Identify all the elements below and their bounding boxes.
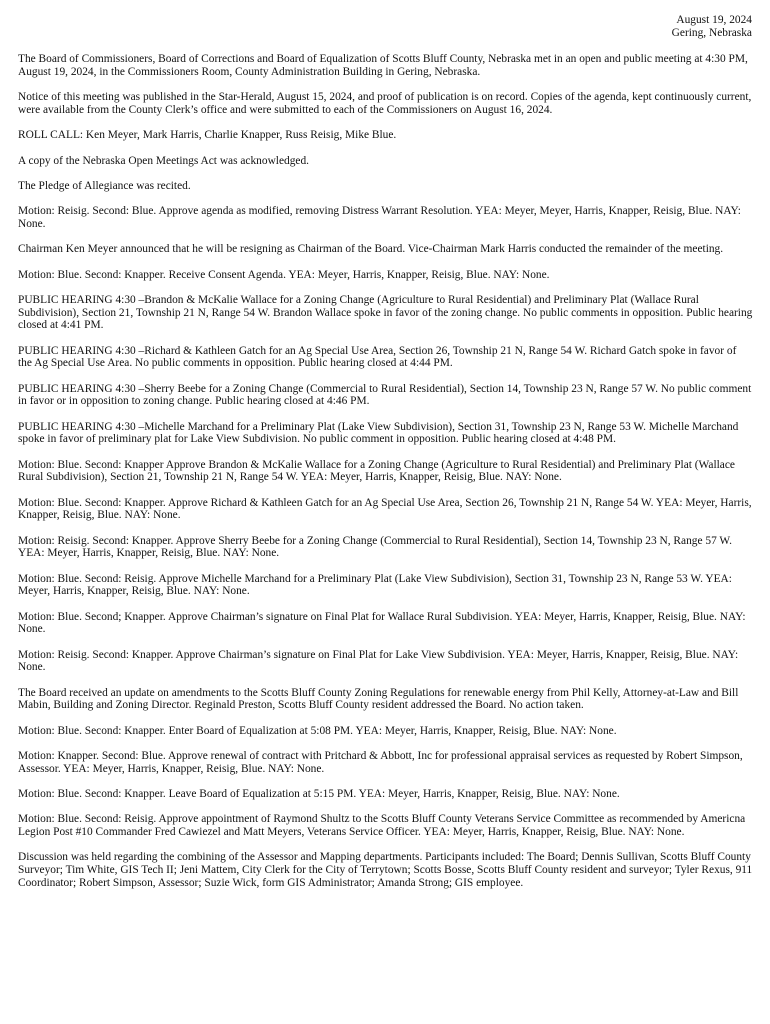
motion-appraisal-contract: Motion: Knapper. Second: Blue. Approve renewal of contract with Pritchard & Abbott, Inc for professional appraisal services as requested by Robert Simpson, Assessor. YEA: Meyer, Harris, Knapper, Reisig, Blue. NAY: None. <box>18 749 743 775</box>
meeting-date: August 19, 2024 <box>676 14 752 26</box>
open-meetings-act: A copy of the Nebraska Open Meetings Act was acknowledged. <box>18 154 310 167</box>
motion-marchand: Motion: Blue. Second: Reisig. Approve Michelle Marchand for a Preliminary Plat (Lake View Subdivision), Section 31, Township 23 N, Range 53 W. YEA: Meyer, Harris, Knapper, Reisig, Blue. NAY: None. <box>18 572 732 598</box>
meeting-location: Gering, Nebraska <box>671 26 752 39</box>
motion-agenda: Motion: Reisig. Second: Blue. Approve agenda as modified, removing Distress Warrant Resolution. YEA: Meyer, Meyer, Harris, Knapper, Reisig, Blue. NAY: None. <box>18 205 741 230</box>
chairman-announcement: Chairman Ken Meyer announced that he will be resigning as Chairman of the Board. Vice-Chairman Mark Harris conducted the remainder of the meeting. <box>18 243 724 256</box>
public-hearing-gatch: PUBLIC HEARING 4:30 –Richard & Kathleen Gatch for an Ag Special Use Area, Section 26, Township 21 N, Range 54 W. Richard Gatch spoke in favor of the Ag Special Use Area. No public comments in opposition. Public hearing closed at 4:44 PM. <box>18 344 737 370</box>
pledge: The Pledge of Allegiance was recited. <box>18 180 191 192</box>
motion-gatch: Motion: Blue. Second: Knapper. Approve Richard & Kathleen Gatch for an Ag Special Use Area, Section 26, Township 21 N, Range 54 W. YEA: Meyer, Harris, Knapper, Reisig, Blue. NAY: None. <box>18 496 752 522</box>
roll-call: ROLL CALL: Ken Meyer, Mark Harris, Charlie Knapper, Russ Reisig, Mike Blue. <box>18 129 397 142</box>
minutes-body <box>18 53 753 889</box>
motion-final-plat-wallace: Motion: Blue. Second; Knapper. Approve Chairman’s signature on Final Plat for Wallace Rural Subdivision. YEA: Meyer, Harris, Knapper, Reisig, Blue. NAY: None. <box>18 610 746 636</box>
public-hearing-marchand: PUBLIC HEARING 4:30 –Michelle Marchand for a Preliminary Plat (Lake View Subdivision), Section 31, Township 23 N, Range 53 W. Michelle Marchand spoke in favor of preliminary plat for Lake View Subdivision. No public comment in opposition. Public hearing closed at 4:48 PM. <box>18 420 739 446</box>
opening-paragraph: The Board of Commissioners, Board of Corrections and Board of Equalization of Scotts Bluff County, Nebraska met in an open and public meeting at 4:30 PM, August 19, 2024, in the Commissioners Room, County Administration Building in Gering, Nebraska. <box>18 53 748 79</box>
document-header <box>18 14 752 39</box>
motion-consent-agenda: Motion: Blue. Second: Knapper. Receive Consent Agenda. YEA: Meyer, Harris, Knapper, Reisig, Blue. NAY: None. <box>18 268 550 281</box>
public-hearing-beebe: PUBLIC HEARING 4:30 –Sherry Beebe for a Zoning Change (Commercial to Rural Residential), Section 14, Township 23 N, Range 57 W. No public comment in favor or in opposition to zoning change. Public hearing closed at 4:46 PM. <box>18 382 752 408</box>
motion-beebe: Motion: Reisig. Second: Knapper. Approve Sherry Beebe for a Zoning Change (Commercial to Rural Residential), Section 14, Township 23 N, Range 57 W. YEA: Meyer, Harris, Knapper, Reisig, Blue. NAY: None. <box>18 534 732 560</box>
motion-enter-equalization: Motion: Blue. Second: Knapper. Enter Board of Equalization at 5:08 PM. YEA: Meyer, Harris, Knapper, Reisig, Blue. NAY: None. <box>18 724 617 737</box>
motion-veterans-appointment: Motion: Blue. Second: Reisig. Approve appointment of Raymond Shultz to the Scotts Bluff County Veterans Service Committee as recommended by Americna Legion Post #10 Commander Fred Cawiezel and Matt Meyers, Veterans Service Officer. YEA: Meyer, Harris, Knapper, Reisig, Blue. NAY: None. <box>18 813 746 838</box>
motion-wallace: Motion: Blue. Second: Knapper Approve Brandon & McKalie Wallace for a Zoning Change (Agriculture to Rural Residential) and Preliminary Plat (Wallace Rural Subdivision), Section 21, Township 21 N, Range 54 W. YEA: Meyer, Harris, Knapper, Reisig, Blue. NAY: None. <box>18 458 735 484</box>
zoning-regulations-update: The Board received an update on amendments to the Scotts Bluff County Zoning Regulations for renewable energy from Phil Kelly, Attorney-at-Law and Bill Mabin, Building and Zoning Director. Reginald Preston, Scotts Bluff County resident addressed the Board. No action taken. <box>18 686 739 712</box>
motion-final-plat-lake-view: Motion: Reisig. Second: Knapper. Approve Chairman’s signature on Final Plat for Lake View Subdivision. YEA: Meyer, Harris, Knapper, Reisig, Blue. NAY: None. <box>18 648 739 674</box>
notice-paragraph: Notice of this meeting was published in the Star-Herald, August 15, 2024, and proof of publication is on record. Copies of the agenda, kept continuously current, were available from the County Clerk’s office and were submitted to each of the Commissioners on August 16, 2024. <box>18 91 752 117</box>
discussion-assessor-mapping: Discussion was held regarding the combining of the Assessor and Mapping departments. Participants included: The Board; Dennis Sullivan, Scotts Bluff County Surveyor; Tim White, GIS Tech II; Jeni Mattem, City Clerk for the City of Terrytown; Scotts Bosse, Scotts Bluff County resident and surveyor; Tyler Rexus, 911 Coordinator; Robert Simpson, Assessor; Suzie Wick, form GIS Administrator; Amanda Strong; GIS employee. <box>18 851 753 889</box>
public-hearing-wallace: PUBLIC HEARING 4:30 –Brandon & McKalie Wallace for a Zoning Change (Agriculture to Rural Residential) and Preliminary Plat (Wallace Rural Subdivision), Section 21, Township 21 N, Range 54 W. Brandon Wallace spoke in favor of the zoning change. No public comments in opposition. Public hearing closed at 4:41 PM. <box>18 293 753 332</box>
motion-leave-equalization: Motion: Blue. Second: Knapper. Leave Board of Equalization at 5:15 PM. YEA: Meyer, Harris, Knapper, Reisig, Blue. NAY: None. <box>18 787 620 800</box>
